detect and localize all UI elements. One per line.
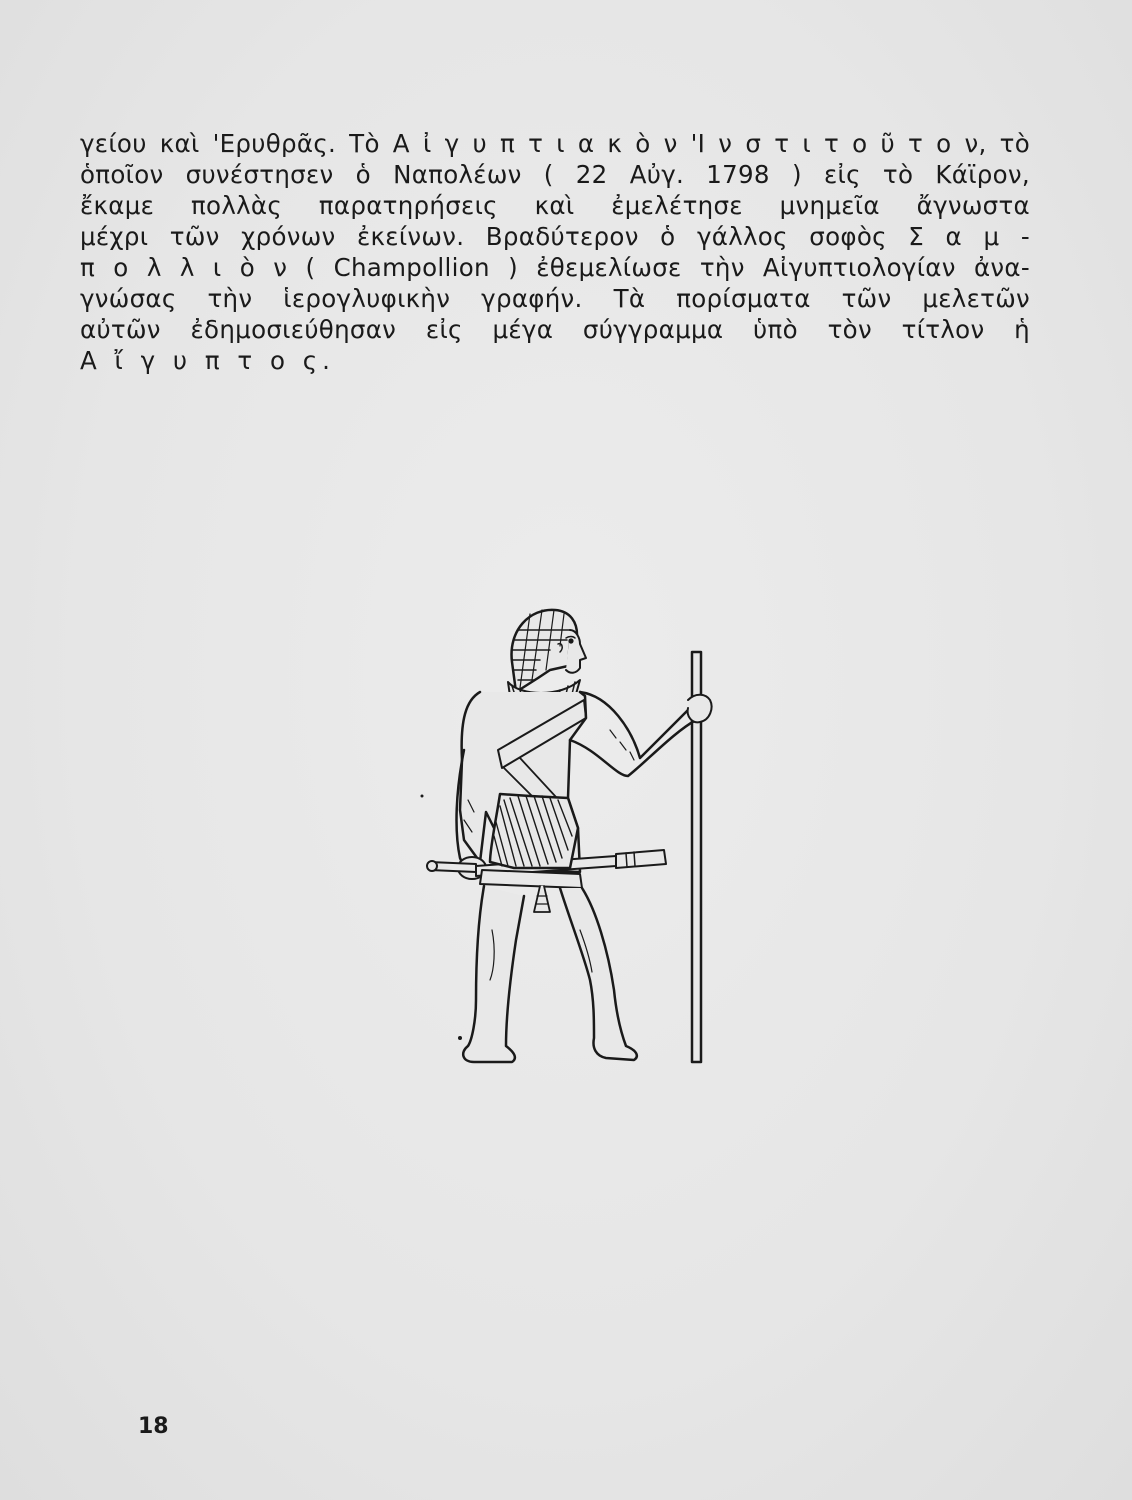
text-line: αὐτῶν ἐδημοσιεύθησαν εἰς μέγα σύγγραμμα ὑπὸ τὸν τίτλον ἡ: [80, 315, 1030, 344]
body-text: [80, 128, 1030, 376]
page-number: 18: [138, 1414, 169, 1439]
egyptian-figure-with-staff-icon: [420, 600, 740, 1080]
text-line: π ο λ λ ι ὸ ν ( Champollion ) ἐθεμελίωσε τὴν Αἰγυπτιολογίαν ἀνα-: [80, 253, 1030, 282]
text-line: ὁποῖον συνέστησεν ὁ Ναπολέων ( 22 Αὐγ. 1798 ) εἰς τὸ Κάϊρον,: [80, 160, 1030, 189]
text-line: Α ἴ γ υ π τ ο ς.: [80, 346, 335, 375]
text-line: μέχρι τῶν χρόνων ἐκείνων. Βραδύτερον ὁ γάλλος σοφὸς Σ α μ -: [80, 222, 1030, 251]
text-line: γείου καὶ 'Ερυθρᾶς. Τὸ Α ἰ γ υ π τ ι α κ ὸ ν 'Ι ν σ τ ι τ ο ῦ τ ο ν, τὸ: [80, 129, 1030, 158]
text-line: ἔκαμε πολλὰς παρατηρήσεις καὶ ἐμελέτησε μνημεῖα ἄγνωστα: [80, 191, 1030, 220]
text-line: γνώσας τὴν ἱερογλυφικὴν γραφήν. Τὰ πορίσματα τῶν μελετῶν: [80, 284, 1030, 313]
